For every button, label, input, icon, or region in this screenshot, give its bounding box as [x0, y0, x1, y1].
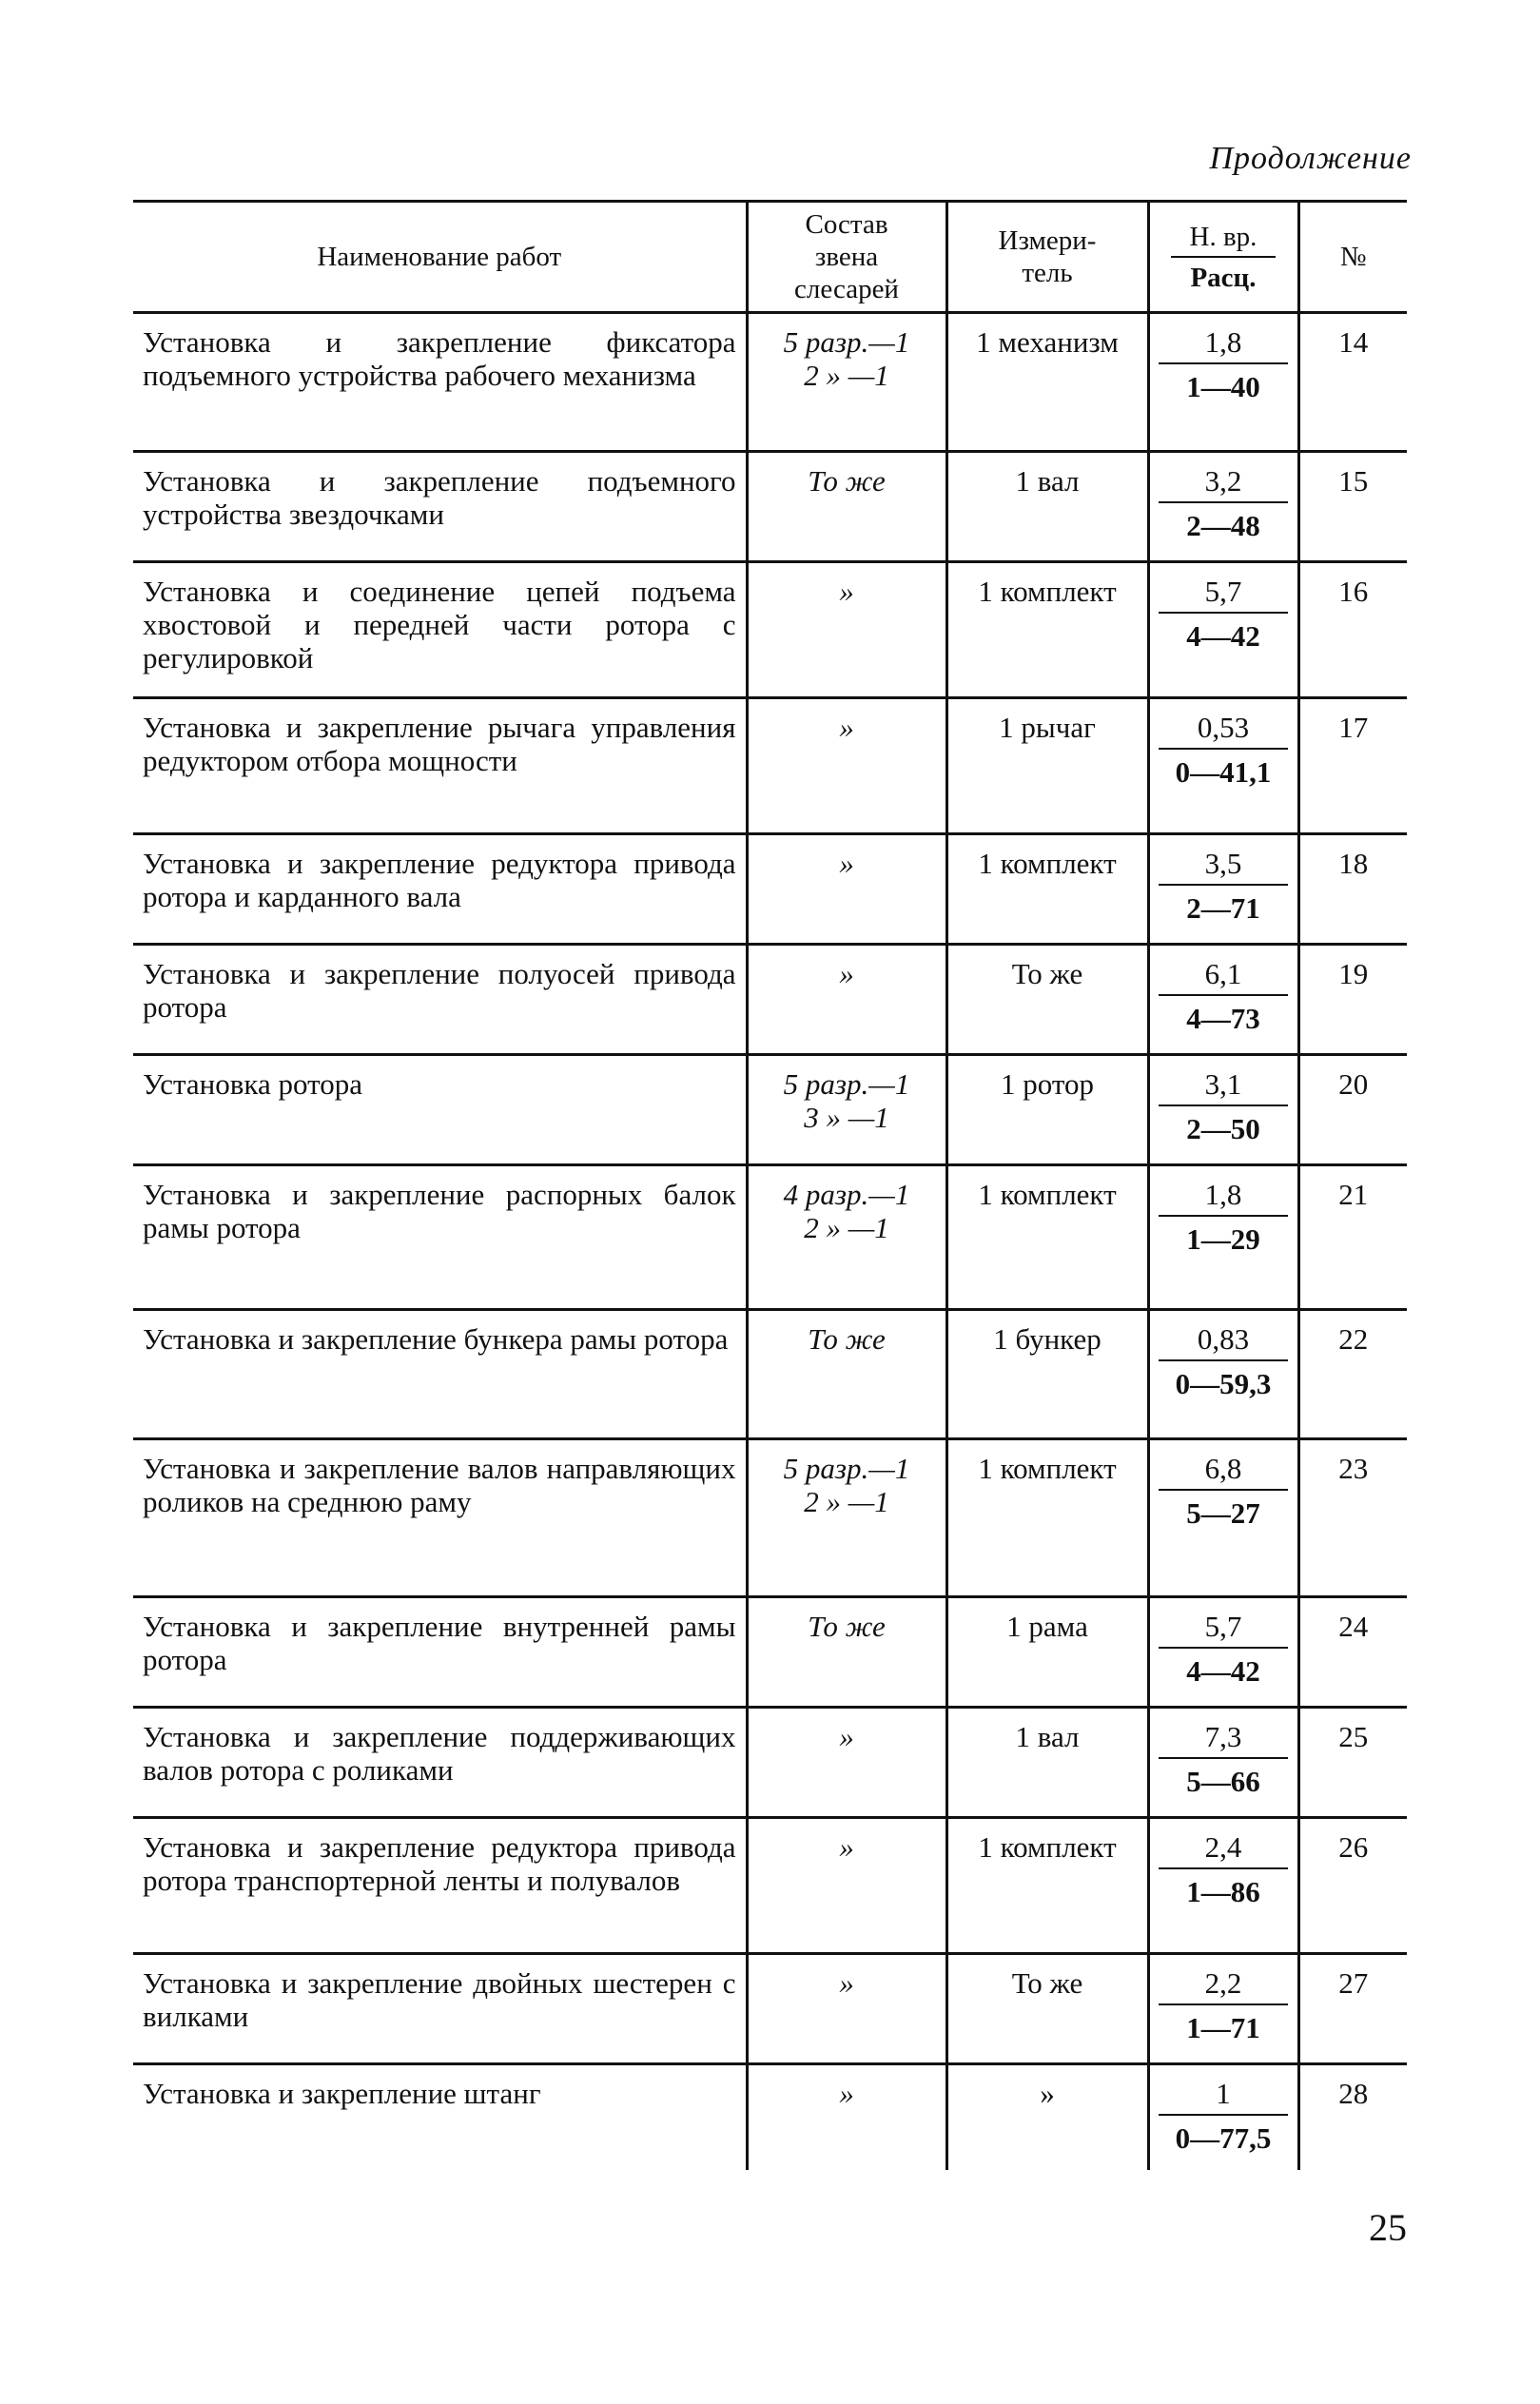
- measure-unit: 1 ротор: [946, 1055, 1148, 1165]
- rate-value: 5—27: [1186, 1496, 1260, 1530]
- rate-value: 5—66: [1186, 1765, 1260, 1798]
- crew-composition: [747, 1165, 946, 1310]
- measure-unit: 1 механизм: [946, 313, 1148, 452]
- crew-line: То же: [808, 464, 886, 498]
- header-crew: [747, 202, 946, 313]
- rate-value: 4—42: [1186, 619, 1260, 653]
- crew-composition: [747, 1310, 946, 1439]
- measure-unit: 1 вал: [946, 1708, 1148, 1818]
- crew-composition: [747, 834, 946, 945]
- crew-line: 2 » —1: [804, 1485, 889, 1518]
- crew-composition: [747, 1818, 946, 1954]
- norm-fraction: [1159, 464, 1288, 542]
- header-norm-bottom: Расц.: [1190, 262, 1257, 293]
- time-norm: 2,4: [1159, 1830, 1288, 1869]
- row-number: 26: [1298, 1818, 1407, 1954]
- crew-line: То же: [808, 1322, 886, 1356]
- time-norm: 6,8: [1159, 1452, 1288, 1491]
- measure-unit: 1 комплект: [946, 1818, 1148, 1954]
- time-norm: 1,8: [1159, 325, 1288, 364]
- work-name: Установка и закрепление бункера рамы ротора: [133, 1310, 747, 1439]
- crew-composition: [747, 452, 946, 562]
- work-name: Установка и закрепление поддерживающих валов ротора с роликами: [133, 1708, 747, 1818]
- table-row: [133, 834, 1407, 945]
- table-row: [133, 1165, 1407, 1310]
- time-norm: 1,8: [1159, 1178, 1288, 1217]
- crew-composition: [747, 698, 946, 834]
- time-norm: 1: [1159, 2077, 1288, 2116]
- header-name: Наименование работ: [133, 202, 747, 313]
- row-number: 27: [1298, 1954, 1407, 2064]
- rate-value: 0—77,5: [1175, 2121, 1272, 2155]
- norms-table: [133, 200, 1407, 2170]
- crew-composition: [747, 2064, 946, 2171]
- norm-fraction: [1159, 957, 1288, 1035]
- work-name: Установка и закрепление внутренней рамы ротора: [133, 1597, 747, 1708]
- measure-unit: 1 комплект: [946, 562, 1148, 698]
- norm-fraction: [1159, 1452, 1288, 1530]
- row-number: 19: [1298, 945, 1407, 1055]
- crew-line: »: [839, 2077, 854, 2110]
- work-name: Установка и закрепление штанг: [143, 2077, 541, 2110]
- norm-cell: [1148, 698, 1298, 834]
- row-number: 22: [1298, 1310, 1407, 1439]
- crew-line: »: [839, 575, 854, 608]
- table-body: [133, 313, 1407, 2171]
- table-row: [133, 1310, 1407, 1439]
- work-name: Установка ротора: [133, 1055, 747, 1165]
- crew-composition: [747, 313, 946, 452]
- rate-value: 4—73: [1186, 1002, 1260, 1035]
- measure-unit: 1 рама: [946, 1597, 1148, 1708]
- header-norm-top: Н. вр.: [1171, 221, 1276, 258]
- row-number: 20: [1298, 1055, 1407, 1165]
- rate-value: 2—71: [1186, 891, 1260, 925]
- header-number: №: [1298, 202, 1407, 313]
- table-row: [133, 1055, 1407, 1165]
- norm-cell: [1148, 1310, 1298, 1439]
- time-norm: 3,2: [1159, 464, 1288, 503]
- table-row: [133, 1597, 1407, 1708]
- norm-cell: [1148, 1165, 1298, 1310]
- work-name: Установка и закрепление двойных шестерен с вилками: [133, 1954, 747, 2064]
- crew-line: 4 разр.—1: [783, 1178, 910, 1211]
- norm-cell: [1148, 313, 1298, 452]
- norm-fraction: [1159, 847, 1288, 925]
- crew-line: »: [839, 1830, 854, 1864]
- crew-composition: [747, 1708, 946, 1818]
- time-norm: 0,83: [1159, 1322, 1288, 1361]
- crew-line: 2 » —1: [804, 359, 889, 392]
- time-norm: 2,2: [1159, 1966, 1288, 2005]
- norm-fraction: [1159, 1067, 1288, 1145]
- crew-line: 5 разр.—1: [783, 1452, 910, 1485]
- rate-value: 1—40: [1186, 370, 1260, 403]
- measure-unit: То же: [946, 1954, 1148, 2064]
- crew-composition: [747, 1439, 946, 1597]
- crew-line: То же: [808, 1610, 886, 1643]
- work-name: Установка и закрепление распорных балок рамы ротора: [133, 1165, 747, 1310]
- row-number: 24: [1298, 1597, 1407, 1708]
- measure-unit: 1 рычаг: [946, 698, 1148, 834]
- measure-unit: »: [946, 2064, 1148, 2171]
- measure-unit: 1 комплект: [946, 1165, 1148, 1310]
- row-number: 25: [1298, 1708, 1407, 1818]
- time-norm: 0,53: [1159, 711, 1288, 750]
- measure-unit: 1 комплект: [946, 1439, 1148, 1597]
- header-norm-fraction: [1171, 221, 1276, 294]
- crew-line: »: [839, 957, 854, 990]
- header-row: [133, 202, 1407, 313]
- crew-line: 5 разр.—1: [783, 325, 910, 359]
- crew-composition: [747, 1954, 946, 2064]
- norm-fraction: [1159, 1720, 1288, 1798]
- row-number: 17: [1298, 698, 1407, 834]
- table-row: [133, 1954, 1407, 2064]
- continuation-label: Продолжение: [1209, 141, 1412, 176]
- work-name: Установка и закрепление рычага управления редуктором отбора мощности: [133, 698, 747, 834]
- work-name: Установка и закрепление полуосей привода ротора: [133, 945, 747, 1055]
- norm-cell: [1148, 1708, 1298, 1818]
- rate-value: 2—50: [1186, 1112, 1260, 1145]
- crew-line: »: [839, 847, 854, 880]
- crew-line: 2 » —1: [804, 1211, 889, 1244]
- norm-cell: [1148, 1439, 1298, 1597]
- row-number: 14: [1298, 313, 1407, 452]
- work-name: Установка и соединение цепей подъема хвостовой и передней части ротора с регулировкой: [133, 562, 747, 698]
- norm-fraction: [1159, 2077, 1288, 2155]
- crew-composition: [747, 1055, 946, 1165]
- header-norm: [1148, 202, 1298, 313]
- crew-line: 3 » —1: [804, 1101, 889, 1134]
- work-name: Установка и закрепление подъемного устройства звездочками: [133, 452, 747, 562]
- norm-cell: [1148, 1597, 1298, 1708]
- table-row: [133, 452, 1407, 562]
- rate-value: 0—59,3: [1175, 1367, 1272, 1400]
- table-row: [133, 313, 1407, 452]
- row-number: 21: [1298, 1165, 1407, 1310]
- measure-unit: 1 вал: [946, 452, 1148, 562]
- work-name: Установка и закрепление редуктора привода ротора транспортерной ленты и полувалов: [133, 1818, 747, 1954]
- norm-cell: [1148, 945, 1298, 1055]
- norm-cell: [1148, 1818, 1298, 1954]
- work-name: Установка и закрепление валов направляющих роликов на среднюю раму: [133, 1439, 747, 1597]
- table-row: [133, 1439, 1407, 1597]
- work-name: Установка и закрепление редуктора привода ротора и карданного вала: [133, 834, 747, 945]
- crew-composition: [747, 562, 946, 698]
- norm-fraction: [1159, 1830, 1288, 1908]
- header-crew-line-3: слесарей: [794, 274, 899, 304]
- crew-line: 5 разр.—1: [783, 1067, 910, 1101]
- norm-cell: [1148, 1954, 1298, 2064]
- norm-fraction: [1159, 325, 1288, 403]
- row-number: 23: [1298, 1439, 1407, 1597]
- norm-fraction: [1159, 1966, 1288, 2044]
- header-crew-line-2: звена: [814, 242, 879, 272]
- time-norm: 5,7: [1159, 575, 1288, 614]
- norm-fraction: [1159, 575, 1288, 653]
- row-number: 28: [1298, 2064, 1407, 2171]
- table-row: [133, 562, 1407, 698]
- header-measure: [946, 202, 1148, 313]
- norm-fraction: [1159, 1178, 1288, 1256]
- norm-cell: [1148, 452, 1298, 562]
- rate-value: 1—71: [1186, 2011, 1260, 2044]
- rate-value: 1—29: [1186, 1222, 1260, 1256]
- norm-fraction: [1159, 1610, 1288, 1688]
- time-norm: 7,3: [1159, 1720, 1288, 1759]
- header-measure-line-2: тель: [1022, 258, 1073, 288]
- norm-cell: [1148, 834, 1298, 945]
- rate-value: 4—42: [1186, 1654, 1260, 1688]
- row-number: 18: [1298, 834, 1407, 945]
- time-norm: 6,1: [1159, 957, 1288, 996]
- norm-cell: [1148, 2064, 1298, 2171]
- time-norm: 3,5: [1159, 847, 1288, 886]
- rate-value: 1—86: [1186, 1875, 1260, 1908]
- crew-line: »: [839, 711, 854, 744]
- crew-composition: [747, 945, 946, 1055]
- table-row: [133, 2064, 1407, 2171]
- header-crew-line-1: Состав: [805, 209, 888, 240]
- norm-fraction: [1159, 1322, 1288, 1400]
- table-row: [133, 1708, 1407, 1818]
- row-number: 15: [1298, 452, 1407, 562]
- rate-value: 0—41,1: [1175, 755, 1272, 789]
- measure-unit: То же: [946, 945, 1148, 1055]
- crew-line: »: [839, 1966, 854, 2000]
- norm-fraction: [1159, 711, 1288, 789]
- measure-unit: 1 бункер: [946, 1310, 1148, 1439]
- norm-cell: [1148, 1055, 1298, 1165]
- table-row: [133, 698, 1407, 834]
- time-norm: 5,7: [1159, 1610, 1288, 1649]
- row-number: 16: [1298, 562, 1407, 698]
- work-name: Установка и закрепление фиксатора подъемного устройства рабочего механизма: [133, 313, 747, 452]
- crew-composition: [747, 1597, 946, 1708]
- page-number: 25: [1369, 2206, 1407, 2249]
- norm-cell: [1148, 562, 1298, 698]
- rate-value: 2—48: [1186, 509, 1260, 542]
- table-row: [133, 945, 1407, 1055]
- table-row: [133, 1818, 1407, 1954]
- header-measure-line-1: Измери-: [998, 225, 1097, 256]
- measure-unit: 1 комплект: [946, 834, 1148, 945]
- crew-line: »: [839, 1720, 854, 1753]
- time-norm: 3,1: [1159, 1067, 1288, 1106]
